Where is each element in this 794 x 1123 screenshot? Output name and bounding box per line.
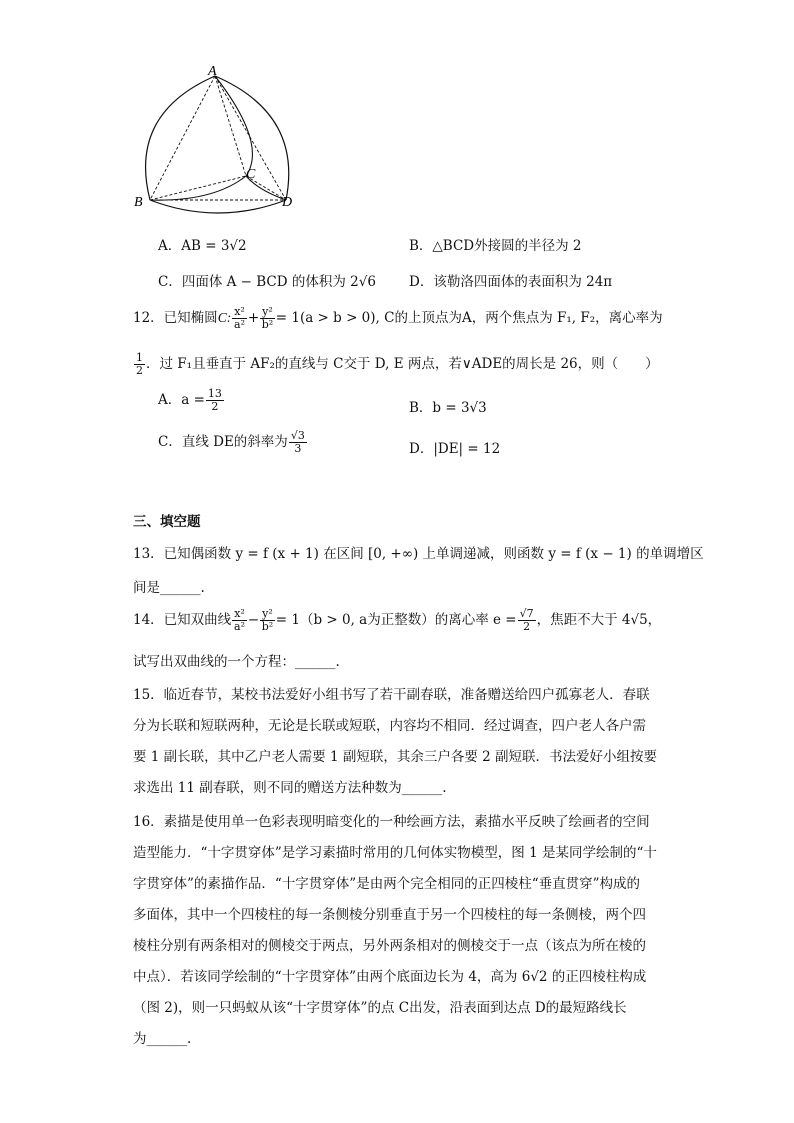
reuleaux-tetrahedron-figure (128, 64, 308, 216)
q12-half (134, 352, 145, 377)
q12-option-c-pre: C．直线 DE的斜率为 (158, 434, 288, 450)
q11-option-a: A．AB = 3√2 (158, 238, 247, 254)
q14-frac-x-num: x² (234, 607, 245, 620)
q12-option-a (158, 388, 225, 413)
q16-line-1: 16．素描是使用单一色彩表现明暗变化的一种绘画方法，素描水平反映了绘画者的空间 (133, 814, 650, 830)
q14-mid: = 1（b > 0, a为正整数）的离心率 e = (275, 612, 517, 628)
q11-option-c: C．四面体 A − BCD 的体积为 2√6 (158, 274, 376, 290)
q16-line-8: 为______. (133, 1031, 192, 1047)
q15-line-1: 15．临近春节，某校书法爱好小组书写了若干副春联，准备赠送给四户孤寡老人．春联 (133, 687, 650, 703)
q12-option-a-frac (206, 388, 224, 413)
q12-frac-x-num: x² (234, 305, 245, 318)
q12-option-a-den: 2 (211, 400, 219, 413)
q12-ellipse-c: C: (217, 310, 232, 325)
q12-half-num: 1 (136, 351, 143, 364)
q14-prefix: 14．已知双曲线 (133, 612, 232, 628)
dashed-edge-ac (215, 76, 246, 176)
q12-line1-mid: = 1(a > b > 0), C的上顶点为A，两个焦点为 F₁, F₂，离心率为 (275, 310, 663, 326)
q14-frac-e-num: √7 (519, 607, 534, 620)
q12-option-a-pre: A．a = (158, 392, 205, 408)
q12-option-c-den: 3 (294, 442, 302, 455)
q12-frac-y-num: y² (262, 305, 273, 318)
q12-option-c-frac (289, 430, 307, 455)
q12-line2-text: ．过 F₁且垂直于 AF₂的直线与 C交于 D, E 两点，若∨ADE的周长是 26，则（ ） (146, 356, 659, 372)
q14-line2: 试写出双曲线的一个方程：______. (133, 654, 340, 670)
q16-line-4: 多面体，其中一个四棱柱的每一条侧棱分别垂直于另一个四棱柱的每一条侧棱，两个四 (133, 907, 646, 923)
q16-line-7: （图 2)，则一只蚂蚁从该“十字贯穿体”的点 C出发，沿表面到达点 D的最短路线长 (133, 1000, 627, 1016)
q12-option-c (158, 430, 308, 455)
q15-line-2: 分为长联和短联两种，无论是长联或短联，内容均不相同．经过调查，四户老人各户需 (133, 718, 646, 734)
q12-option-c-num: √3 (290, 429, 305, 442)
q14-frac-x-den: a² (234, 620, 245, 633)
q14-frac-y-num: y² (262, 607, 273, 620)
q11-option-d: D．该勒洛四面体的表面积为 24π (409, 274, 613, 290)
vertex-label-b: B (134, 195, 143, 210)
inner-arc-ac (215, 76, 252, 176)
q12-prefix: 12．已知椭圆 (133, 310, 218, 326)
q13-line1: 13．已知偶函数 y = f (x + 1) 在区间 [0, +∞) 上单调递减，则函数 y = f (x − 1) 的单调增区 (133, 546, 704, 562)
q12-option-b: B．b = 3√3 (409, 400, 487, 416)
q12-option-d: D．|DE| = 12 (409, 441, 501, 457)
q16-line-6: 中点）．若该同学绘制的“十字贯穿体”由两个底面边长为 4，高为 6√2 的正四棱柱构成 (133, 969, 647, 985)
q12-line2 (133, 352, 659, 377)
vertex-label-a: A (208, 64, 217, 79)
q16-line-5: 棱柱分别有两条相对的侧棱交于两点，另外两条相对的侧棱交于一点（该点为所在棱的 (133, 938, 646, 954)
vertex-label-c: C (246, 167, 256, 182)
q11-option-b: B．△BCD外接圆的半径为 2 (409, 238, 582, 254)
outer-arc-ab (146, 76, 215, 200)
q15-line-4: 求选出 11 副春联，则不同的赠送方法种数为______. (133, 780, 447, 796)
q16-line-3: 字贯穿体”的素描作品．“十字贯穿体”是由两个完全相同的正四棱柱“垂直贯穿”构成的 (133, 876, 641, 892)
outer-arc-bd (150, 200, 286, 213)
inner-arc-bc (150, 176, 246, 200)
q14-frac-e-den: 2 (523, 620, 531, 633)
q12-line1: 12．已知椭圆C: $\frac{\text{x²}}{\text{a²}}$ + $\frac{\text{y²}}{\text{b²}}$ = 1(a > b > 0), C的上顶点为A，两个焦点为 F₁, F₂，离心率为 (133, 305, 663, 331)
q15-line-3: 要 1 副长联，其中乙户老人需要 1 副短联，其余三户各要 2 副短联．书法爱好小组按要 (133, 749, 658, 765)
q12-frac-y-den: b² (261, 318, 274, 331)
q14-post: ，焦距不大于 4√5， (536, 612, 662, 628)
q16-line-2: 造型能力．“十字贯穿体”是学习素描时常用的几何体实物模型，图 1 是某同学绘制的“十 (133, 845, 657, 861)
q14-frac-y (260, 608, 275, 633)
q13-line2: 间是______. (133, 580, 205, 596)
q14-frac-y-den: b² (261, 620, 274, 633)
q12-frac-x (232, 306, 247, 331)
q14-line1: 14．已知双曲线 $\frac{\text{x²}}{\text{a²}}$ − $\frac{\text{y²}}{\text{b²}}$ = 1（b > 0, a为正整数）的离心率 e = $\frac{√7}{2}$ ，焦距不大于 4√5， (133, 607, 662, 633)
q12-frac-x-den: a² (234, 318, 245, 331)
q12-option-a-num: 13 (207, 387, 222, 400)
q12-frac-y (260, 306, 275, 331)
vertex-label-d: D (282, 195, 293, 210)
q14-frac-e (518, 608, 536, 633)
section-heading: 三、填空题 (133, 514, 201, 530)
q12-half-den: 2 (136, 364, 143, 377)
q14-frac-x (232, 608, 247, 633)
